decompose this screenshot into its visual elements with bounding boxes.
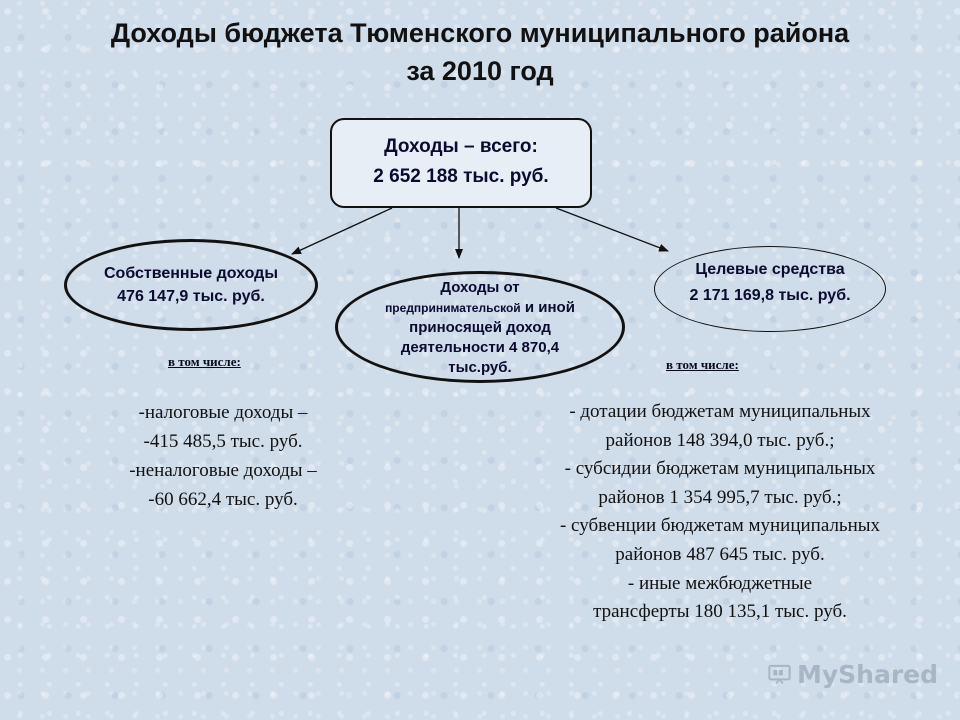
watermark xyxy=(768,654,938,694)
business-income-line-1: Доходы от xyxy=(440,279,520,296)
target-funds-value: 2 171 169,8 тыс. руб. xyxy=(689,287,851,304)
list-item xyxy=(500,570,940,627)
business-income-small-text: предпринимательской xyxy=(385,301,521,315)
projector-icon xyxy=(768,659,791,689)
title-line-2: за 2010 год xyxy=(406,56,554,86)
total-label: Доходы – всего: xyxy=(384,136,538,157)
including-label-right: в том числе: xyxy=(666,357,739,372)
business-income-line-2 xyxy=(338,298,622,318)
business-income-line-3: приносящей доход xyxy=(409,319,551,336)
target-funds-breakdown xyxy=(500,398,940,627)
list-item-line: -60 662,4 тыс. руб. xyxy=(148,489,298,510)
total-value: 2 652 188 тыс. руб. xyxy=(373,166,549,187)
list-item-line: трансферты 180 135,1 тыс. руб. xyxy=(593,601,847,623)
list-item-line: -неналоговые доходы – xyxy=(129,460,317,481)
list-item-line: - иные межбюджетные xyxy=(627,572,813,594)
own-income-value: 476 147,9 тыс. руб. xyxy=(117,288,265,305)
list-item xyxy=(500,512,940,569)
list-item xyxy=(500,398,940,455)
arrow-to-target-funds xyxy=(556,208,668,251)
own-income-label: Собственные доходы xyxy=(103,265,278,282)
list-item-line: - дотации бюджетам муниципальных xyxy=(569,401,871,422)
list-item xyxy=(500,455,940,512)
list-item-line: - субвенции бюджетам муниципальных xyxy=(559,515,881,537)
list-item-line: -415 485,5 тыс. руб. xyxy=(143,431,303,452)
target-funds-ellipse xyxy=(654,246,886,332)
business-income-rest-text: и иной xyxy=(520,299,575,316)
own-income-breakdown xyxy=(88,398,358,514)
list-item-line: районов 487 645 тыс. руб. xyxy=(615,543,825,565)
own-income-ellipse xyxy=(64,239,318,331)
arrow-to-own-income xyxy=(292,208,392,254)
watermark-text: MyShared xyxy=(796,659,938,689)
including-label-left: в том числе: xyxy=(168,354,241,369)
business-income-line-4: деятельности 4 870,4 xyxy=(400,339,560,356)
target-funds-label: Целевые средства xyxy=(695,261,845,278)
business-income-line-5: тыс.руб. xyxy=(448,359,512,376)
title-line-1: Доходы бюджета Тюменского муниципального района xyxy=(110,18,850,48)
list-item-line: районов 1 354 995,7 тыс. руб.; xyxy=(598,486,842,508)
total-income-box xyxy=(330,118,592,208)
business-income-ellipse xyxy=(335,271,625,383)
list-item-line: районов 148 394,0 тыс. руб.; xyxy=(605,429,835,451)
list-item xyxy=(88,398,358,456)
list-item xyxy=(88,456,358,514)
list-item-line: - субсидии бюджетам муниципальных xyxy=(564,458,876,480)
list-item-line: -налоговые доходы – xyxy=(138,402,308,423)
